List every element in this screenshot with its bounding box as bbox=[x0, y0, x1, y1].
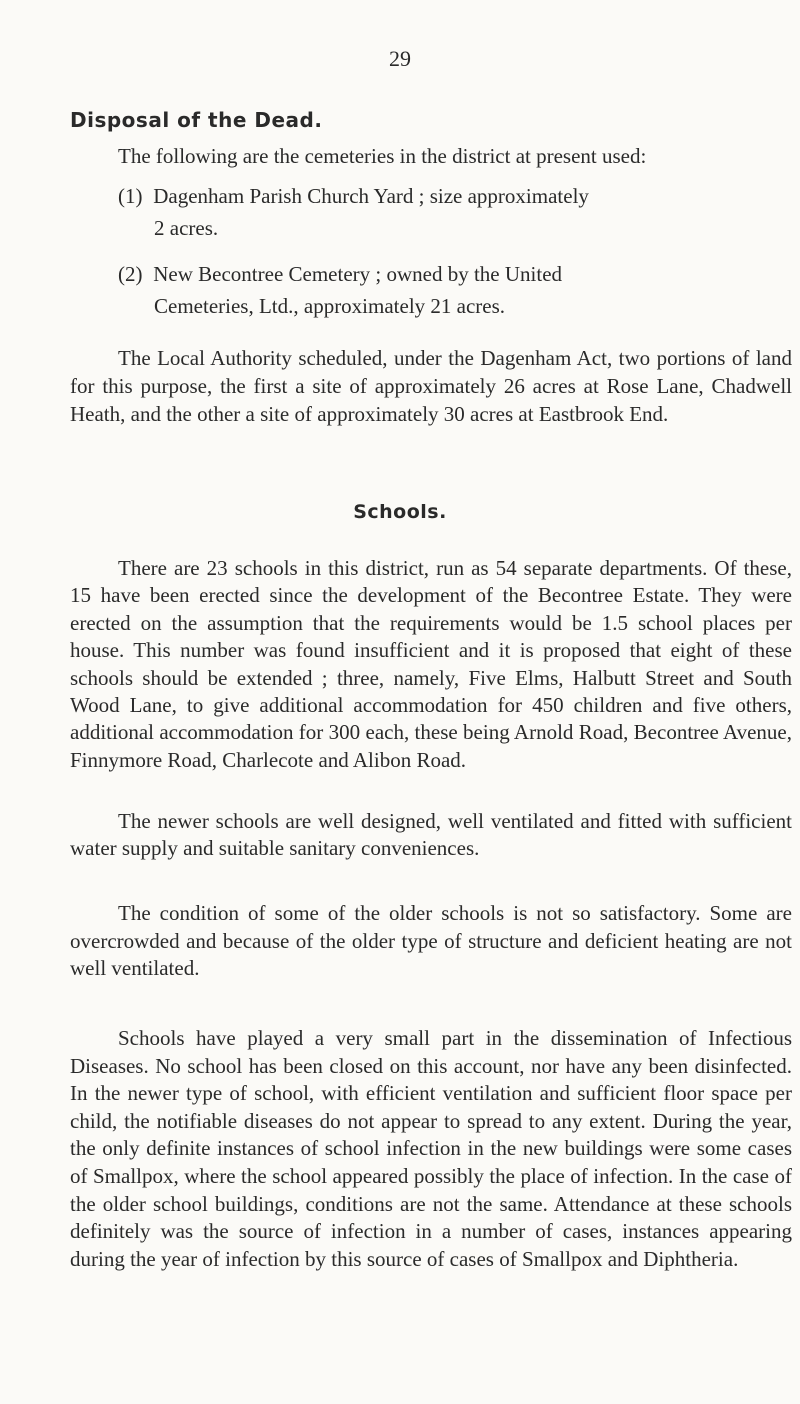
disposal-intro: The following are the cemeteries in the district at present used: bbox=[118, 144, 647, 168]
schools-paragraph-2: The newer schools are well designed, well ventilated and fitted with sufficient water supply and suitable sanitary conveniences. bbox=[70, 809, 792, 860]
section-heading-schools: Schools. bbox=[353, 501, 447, 523]
list-number: (1) bbox=[118, 184, 143, 208]
page-number: 29 bbox=[389, 46, 411, 71]
cemetery-line: Dagenham Parish Church Yard ; size approximately bbox=[153, 184, 589, 208]
cemetery-item-2 bbox=[118, 258, 768, 322]
disposal-paragraph: The Local Authority scheduled, under the Dagenham Act, two portions of land for this purpose, the first a site of approximately 26 acres at Rose Lane, Chadwell Heath, and the other a site of approximately 30 acres at Eastbrook End. bbox=[70, 346, 792, 426]
cemetery-item-1 bbox=[118, 180, 768, 244]
cemetery-line: New Becontree Cemetery ; owned by the United bbox=[153, 262, 563, 286]
list-number: (2) bbox=[118, 262, 143, 286]
schools-paragraph-3: The condition of some of the older schools is not so satisfactory. Some are overcrowded and because of the older type of structure and deficient heating are not well ventilated. bbox=[70, 901, 792, 980]
cemetery-line: Cemeteries, Ltd., approximately 21 acres. bbox=[154, 294, 506, 318]
cemetery-line: 2 acres. bbox=[154, 216, 219, 240]
schools-paragraph-1: There are 23 schools in this district, run as 54 separate departments. Of these, 15 have been erected since the development of the Becontree Estate. They were erected on the assumption that the requirements would be 1.5 school places per house. This number was found insufficient and it is proposed that eight of these schools should be extended ; three, namely, Five Elms, Halbutt Street and South Wood Lane, to give additional accommodation for 450 children and five others, additional accommodation for 300 each, these being Arnold Road, Becontree Avenue, Finnymore Road, Charlecote and Alibon Road. bbox=[70, 556, 792, 772]
section-heading-disposal: Disposal of the Dead. bbox=[70, 108, 323, 132]
schools-paragraph-4: Schools have played a very small part in the dissemination of Infectious Diseases. No school has been closed on this account, nor have any been disinfected. In the newer type of school, with efficient ventilation and sufficient floor space per child, the notifiable diseases do not appear to spread to any extent. During the year, the only definite instances of school infection in the new buildings were some cases of Smallpox, where the school appeared possibly the place of infection. In the case of the older school buildings, conditions are not the same. Attendance at these schools definitely was the source of infection in a number of cases, instances appearing during the year of infection by this source of cases of Smallpox and Diphtheria. bbox=[70, 1026, 792, 1271]
